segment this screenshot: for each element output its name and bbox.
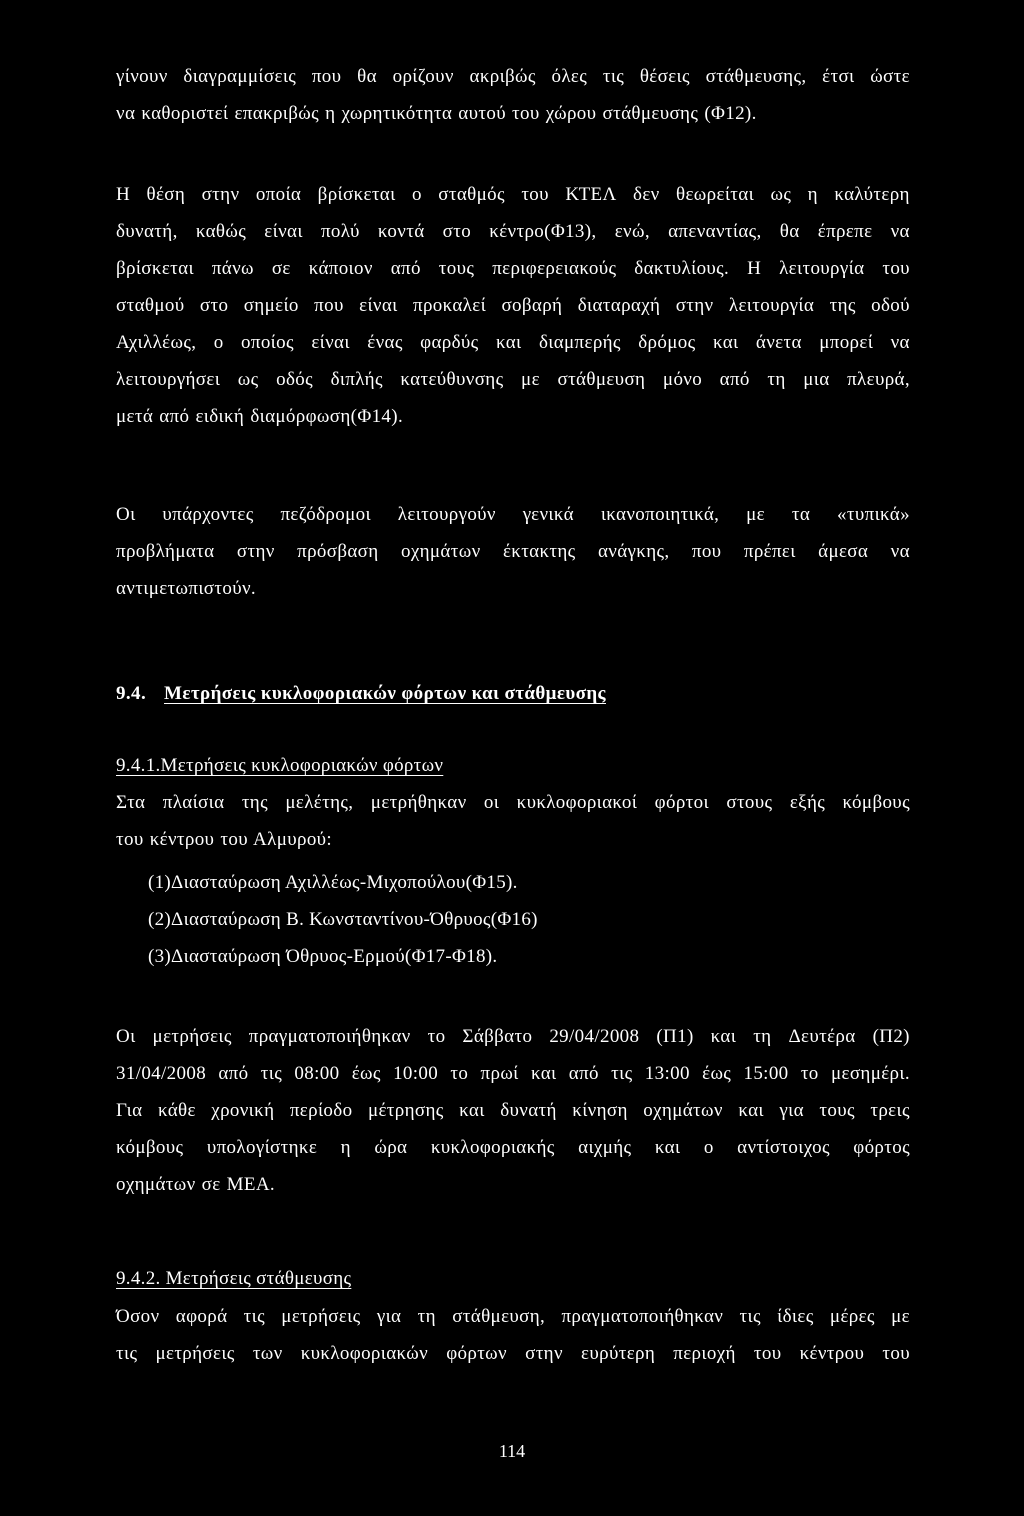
word: φόρτος (853, 1137, 910, 1158)
word: στην (525, 1343, 563, 1364)
word: λειτουργία (728, 295, 815, 316)
word: τις (611, 1063, 633, 1084)
paragraph-ktel-station (116, 176, 910, 435)
word: κέντρου (799, 1343, 865, 1364)
text-line: να καθοριστεί επακριβώς η χωρητικότητα αυτού του χώρου στάθμευσης (Φ12). (116, 103, 757, 124)
word: διαμπερής (538, 332, 621, 353)
word: τις (739, 1306, 761, 1327)
text-line: μετά από ειδική διαμόρφωση(Φ14). (116, 406, 404, 427)
word: τις (116, 1343, 138, 1364)
word: με (521, 369, 540, 390)
word: δακτυλίους. (634, 258, 730, 279)
word: ώρα (374, 1137, 408, 1158)
junction-list (148, 864, 538, 975)
word: άνετα (755, 332, 802, 353)
word: για (779, 1100, 804, 1121)
text-line (116, 58, 910, 95)
word: στάθμευση, (452, 1306, 546, 1327)
word: πραγματοποιήθηκαν (248, 1026, 411, 1047)
word: Η (116, 184, 131, 205)
word: της (829, 295, 856, 316)
word: στάθμευση (557, 369, 646, 390)
word: ως (237, 369, 259, 390)
word: ενώ, (614, 221, 650, 242)
word: κόμβους (116, 1137, 184, 1158)
word: φόρτων (446, 1343, 507, 1364)
word: έως (351, 1063, 381, 1084)
subsection-heading-traffic-loads: 9.4.1.Μετρήσεις κυκλοφοριακών φόρτων (116, 755, 444, 776)
word: 15:00 (743, 1063, 789, 1084)
word: οποίος (241, 332, 294, 353)
list-item: (1)Διασταύρωση Αχιλλέως-Μιχοπούλου(Φ15). (148, 872, 518, 893)
word: Δευτέρα (788, 1026, 856, 1047)
word: λειτουργία (779, 258, 865, 279)
word: ο (412, 184, 422, 205)
word: (Π2) (872, 1026, 910, 1047)
word: να (890, 332, 910, 353)
word: μια (803, 369, 830, 390)
word: το (800, 1063, 819, 1084)
word: κυκλοφοριακής (430, 1137, 555, 1158)
word: είναι (264, 221, 303, 242)
word: προβλήματα (116, 541, 215, 562)
word: τη (417, 1306, 436, 1327)
word: μόνο (662, 369, 703, 390)
word: οδού (871, 295, 910, 316)
word: μέρες (829, 1306, 875, 1327)
word: Για (116, 1100, 143, 1121)
word: διαταραχή (577, 295, 661, 316)
word: κίνηση (572, 1100, 628, 1121)
word: ως (770, 184, 792, 205)
word: και (710, 1026, 737, 1047)
word: διαγραμμίσεις (183, 66, 297, 87)
word: πάνω (211, 258, 254, 279)
word: των (252, 1343, 283, 1364)
word: χρονική (211, 1100, 275, 1121)
word: μετρήσεις (281, 1306, 361, 1327)
word: 29/04/2008 (549, 1026, 640, 1047)
word: στην (201, 184, 240, 205)
word: να (890, 221, 910, 242)
word: κάποιον (308, 258, 373, 279)
word: με (891, 1306, 910, 1327)
word: υπάρχοντες (162, 504, 254, 525)
word: τη (753, 1026, 772, 1047)
text-line (116, 533, 910, 570)
word: τους (819, 1100, 855, 1121)
word: σταθμός (438, 184, 505, 205)
text-line: οχημάτων σε ΜΕΑ. (116, 1174, 276, 1195)
word: 31/04/2008 (116, 1063, 207, 1084)
word: ευρύτερη (581, 1343, 656, 1364)
word: γίνουν (116, 66, 168, 87)
word: από (218, 1063, 249, 1084)
word: το (427, 1026, 446, 1047)
word: δεν (633, 184, 660, 205)
word: ένας (367, 332, 403, 353)
text-line (116, 1298, 910, 1335)
word: κυκλοφοριακών (300, 1343, 429, 1364)
word: ικανοποιητικά, (600, 504, 720, 525)
text-line (116, 250, 910, 287)
word: βρίσκεται (317, 184, 396, 205)
word: δρόμος (638, 332, 696, 353)
word: μετρήσεις (155, 1343, 235, 1364)
word: αιχμής (578, 1137, 632, 1158)
text-line: του κέντρου του Αλμυρού: (116, 829, 333, 850)
text-line (116, 1092, 910, 1129)
word: «τυπικά» (837, 504, 910, 525)
word: μετρήθηκαν (370, 792, 467, 813)
word: Οι (116, 1026, 136, 1047)
word: κέντρο(Φ13), (489, 221, 597, 242)
word: σταθμού (116, 295, 185, 316)
paragraph-parking-markings (116, 58, 910, 132)
word: πρέπει (743, 541, 796, 562)
word: δυνατή (500, 1100, 557, 1121)
word: έως (702, 1063, 732, 1084)
paragraph-pedestrian-streets (116, 496, 910, 607)
word: από (719, 369, 750, 390)
subsection-heading-parking: 9.4.2. Μετρήσεις στάθμευσης (116, 1268, 352, 1289)
word: λειτουργήσει (116, 369, 221, 390)
text-line (116, 287, 910, 324)
word: περιφερειακούς (492, 258, 617, 279)
word: πλευρά, (847, 369, 910, 390)
section-heading (116, 675, 606, 712)
word: μετρήσεις (152, 1026, 232, 1047)
word: πραγματοποιήθηκαν (561, 1306, 724, 1327)
section-number: 9.4. (116, 683, 147, 704)
word: αφορά (175, 1306, 228, 1327)
word: ο (703, 1137, 714, 1158)
word: σημείο (243, 295, 299, 316)
word: τα (791, 504, 811, 525)
text-line (116, 176, 910, 213)
word: καθώς (195, 221, 247, 242)
word: θέσεις (639, 66, 690, 87)
word: πρωί (480, 1063, 519, 1084)
word: φόρτοι (654, 792, 709, 813)
word: με (746, 504, 766, 525)
word: για (376, 1306, 402, 1327)
word: (Π1) (656, 1026, 694, 1047)
word: δυνατή, (116, 221, 178, 242)
word: στην (236, 541, 275, 562)
text-line (116, 1129, 910, 1166)
word: θα (357, 66, 377, 87)
word: έκτακτης (502, 541, 576, 562)
word: είναι (359, 295, 398, 316)
word: απεναντίας, (668, 221, 762, 242)
word: που (691, 541, 722, 562)
word: πλαίσια (162, 792, 225, 813)
list-item: (2)Διασταύρωση Β. Κωνσταντίνου-Όθρυος(Φ16) (148, 909, 538, 930)
word: άμεσα (818, 541, 869, 562)
word: υπολογίστηκε (206, 1137, 318, 1158)
word: και (738, 1100, 764, 1121)
word: οι (483, 792, 500, 813)
text-line (116, 496, 910, 533)
word: ακριβώς (469, 66, 536, 87)
word: κάθε (157, 1100, 196, 1121)
word: σε (271, 258, 291, 279)
word: τις (243, 1306, 265, 1327)
word: οχημάτων (400, 541, 481, 562)
word: ορίζουν (392, 66, 454, 87)
word: κυκλοφοριακοί (516, 792, 638, 813)
word: τις (260, 1063, 283, 1084)
word: και (495, 332, 522, 353)
word: μέτρησης (367, 1100, 444, 1121)
word: και (654, 1137, 681, 1158)
word: ίδιες (777, 1306, 814, 1327)
word: βρίσκεται (116, 258, 194, 279)
page-number: 114 (498, 1441, 526, 1461)
word: θεωρείται (676, 184, 755, 205)
word: από (568, 1063, 599, 1084)
word: όλες (551, 66, 588, 87)
paragraph-parking-measurements (116, 1298, 910, 1372)
word: που (311, 66, 342, 87)
word: πολύ (320, 221, 360, 242)
word: από (390, 258, 421, 279)
word: 08:00 (294, 1063, 340, 1084)
word: τους (438, 258, 475, 279)
text-line (116, 1018, 910, 1055)
word: τις (602, 66, 625, 87)
word: στους (726, 792, 773, 813)
word: καλύτερη (834, 184, 910, 205)
word: έπρεπε (817, 221, 873, 242)
word: κοντά (377, 221, 425, 242)
word: γενικά (522, 504, 574, 525)
word: Όσον (116, 1306, 160, 1327)
word: Η (747, 258, 762, 279)
word: 13:00 (644, 1063, 690, 1084)
word: κατεύθυνσης (400, 369, 504, 390)
word: φαρδύς (420, 332, 479, 353)
word: πρόσβαση (297, 541, 379, 562)
word: περιοχή (673, 1343, 736, 1364)
word: του (882, 258, 910, 279)
word: το (450, 1063, 469, 1084)
word: και (712, 332, 739, 353)
word: στάθμευσης, (705, 66, 807, 87)
text-line (116, 213, 910, 250)
text-line (116, 324, 910, 361)
word: στο (442, 221, 472, 242)
word: Οι (116, 504, 136, 525)
word: οδός (276, 369, 313, 390)
word: περίοδο (289, 1100, 353, 1121)
text-line (116, 361, 910, 398)
word: πεζόδρομοι (280, 504, 371, 525)
word: τη (767, 369, 786, 390)
word: του (882, 1343, 910, 1364)
word: οποία (255, 184, 302, 205)
word: ο (213, 332, 224, 353)
word: η (340, 1137, 351, 1158)
word: έτσι (822, 66, 855, 87)
word: της (241, 792, 268, 813)
word: Σάββατο (462, 1026, 533, 1047)
word: Στα (116, 792, 146, 813)
word: ανάγκης, (597, 541, 670, 562)
word: προκαλεί (413, 295, 487, 316)
word: θέση (146, 184, 186, 205)
paragraph-junctions-intro (116, 784, 910, 858)
text-line (116, 1335, 910, 1372)
word: μπορεί (819, 332, 874, 353)
word: στην (675, 295, 714, 316)
word: αντίστοιχος (737, 1137, 830, 1158)
word: 10:00 (393, 1063, 439, 1084)
word: μελέτης, (285, 792, 354, 813)
word: η (807, 184, 818, 205)
word: του (521, 184, 549, 205)
word: μεσημέρι. (830, 1063, 910, 1084)
word: θα (779, 221, 800, 242)
word: λειτουργούν (397, 504, 496, 525)
text-line (116, 1055, 910, 1092)
word: κόμβους (842, 792, 910, 813)
word: εξής (789, 792, 826, 813)
text-line: αντιμετωπιστούν. (116, 578, 257, 599)
section-title: Μετρήσεις κυκλοφοριακών φόρτων και στάθμευσης (164, 683, 606, 704)
word: στο (199, 295, 229, 316)
word: ΚΤΕΛ (565, 184, 617, 205)
word: να (890, 541, 910, 562)
list-item: (3)Διασταύρωση Όθρυος-Ερμού(Φ17-Φ18). (148, 946, 498, 967)
word: τρεις (870, 1100, 910, 1121)
text-line (116, 784, 910, 821)
word: και (459, 1100, 485, 1121)
word: διπλής (330, 369, 383, 390)
word: του (753, 1343, 782, 1364)
word: και (530, 1063, 557, 1084)
word: ώστε (870, 66, 910, 87)
word: Αχιλλέως, (116, 332, 197, 353)
word: που (314, 295, 344, 316)
word: σοβαρή (501, 295, 563, 316)
paragraph-measurement-dates (116, 1018, 910, 1203)
word: είναι (311, 332, 350, 353)
word: οχημάτων (643, 1100, 723, 1121)
